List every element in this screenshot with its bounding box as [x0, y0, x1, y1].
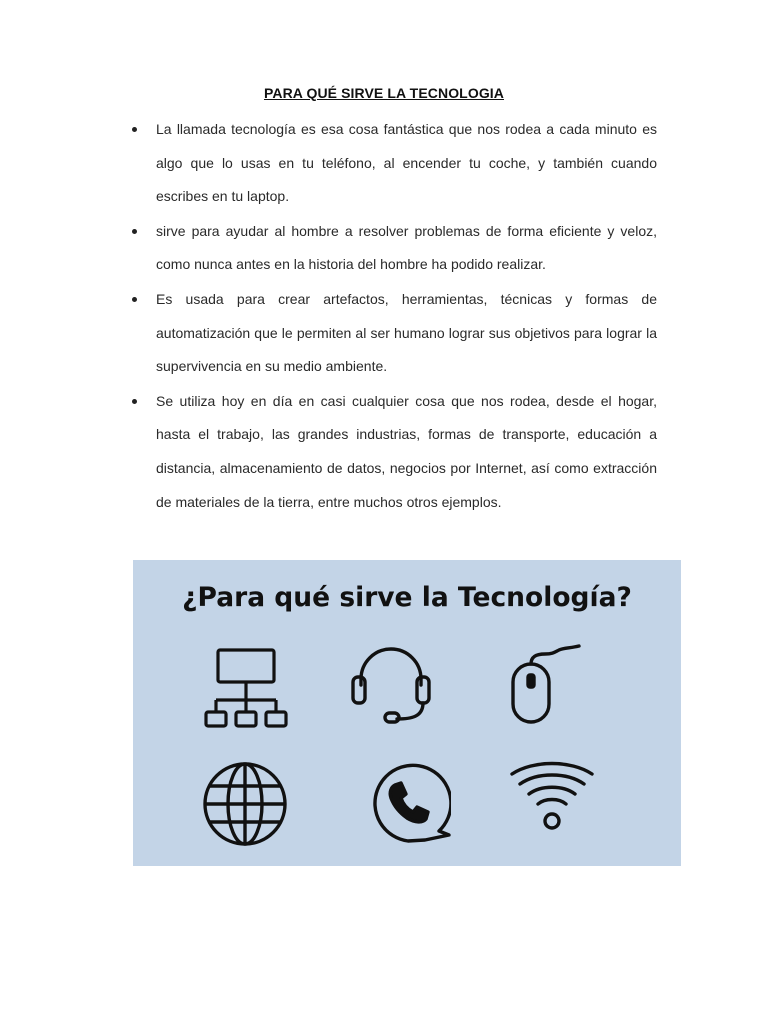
wifi-icon	[507, 760, 597, 836]
bullet-dot	[132, 297, 137, 302]
globe-icon	[201, 760, 289, 848]
bullet-text: Se utiliza hoy en día en casi cualquier cosa que nos rodea, desde el hogar, hasta el trabajo, las grandes industrias, formas de transporte, educación a distancia, almacenamiento de datos, negocios por Internet, así como extracción de materiales de la tierra, entre muchos otros ejemplos.	[156, 392, 657, 510]
bullet-dot	[132, 127, 137, 132]
bullet-item	[156, 283, 657, 384]
infographic-title: ¿Para qué sirve la Tecnología?	[182, 582, 632, 613]
bullet-item	[156, 385, 657, 519]
bullet-dot	[132, 229, 137, 234]
bullet-list	[156, 113, 657, 520]
bullet-item	[156, 113, 657, 214]
infographic-image	[133, 560, 681, 866]
mouse-icon	[507, 642, 587, 726]
bullet-text: sirve para ayudar al hombre a resolver problemas de forma eficiente y veloz, como nunca antes en la historia del hombre ha podido realizar.	[156, 222, 657, 273]
bullet-dot	[132, 399, 137, 404]
headset-icon	[349, 643, 433, 725]
bullet-text: La llamada tecnología es esa cosa fantástica que nos rodea a cada minuto es algo que lo usas en tu teléfono, al encender tu coche, y también cuando escribes en tu laptop.	[156, 121, 657, 205]
phone-icon	[365, 763, 451, 843]
bullet-text: Es usada para crear artefactos, herramientas, técnicas y formas de automatización que le permiten al ser humano lograr sus objetivos para lograr la supervivencia en su medio ambiente.	[156, 290, 657, 375]
page-title: PARA QUÉ SIRVE LA TECNOLOGIA	[263, 85, 505, 101]
network-icon	[203, 646, 289, 730]
bullet-item	[156, 215, 657, 282]
